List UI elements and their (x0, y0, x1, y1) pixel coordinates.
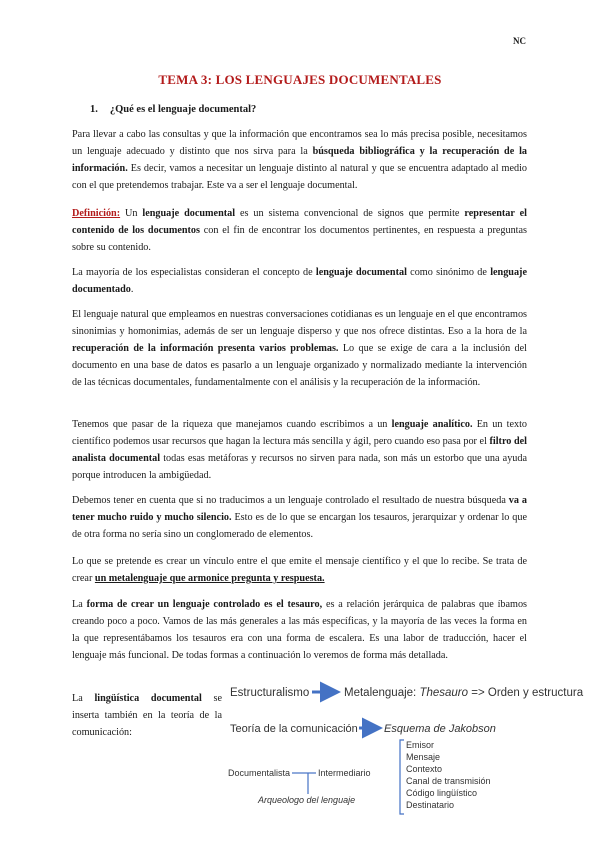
jakobson-item: Emisor (406, 740, 435, 750)
label-esquema-jakobson: Esquema de Jakobson (384, 723, 496, 735)
jakobson-item: Contexto (406, 764, 443, 774)
bracket-jakobson (400, 740, 404, 814)
definition-label: Definición: (72, 208, 121, 219)
label-documentalista: Documentalista (228, 768, 291, 778)
paragraph-thesaurus: La forma de crear un lenguaje controlado es el tesauro, es a relación jerárquica de palabras que íbamos creando poco a poco. Vamos de las más generales a las más específicas, y la mayoría de las veces la forma en la que representábamos los tesauros era con una forma de escalera. Es una labor de traducción, hacer el lenguaje más funcional. De todas formas a continuación lo veremos de forma más detallada. (72, 599, 528, 661)
header-initials: NC (513, 36, 526, 46)
paragraph-synonym: La mayoría de los especialistas consideran el concepto de lenguaje documental como sinónimo de lenguaje documentado. (72, 267, 527, 295)
jakobson-item: Destinatario (406, 800, 455, 810)
paragraph-documentary-linguistics: La lingüística documental se inserta también en la teoría de la comunicación: (72, 693, 222, 738)
paragraph-natural-language: El lenguaje natural que empleamos en nuestras conversaciones cotidianas es un lenguaje en el que encontramos sinonimias y homonimias, además de ser un lenguaje disperso y que nos ofrece distintas. Eso a la hora de la recuperación de la información presenta varios problemas. Lo que se exige de cara a la inclusión del documento en una base de datos es pasarlo a un lenguaje organizado y normalizado mediante la intervención de las técnicas documentales, fundamentalmente con el análisis y la recuperación de la información. (72, 309, 527, 388)
label-arqueologo: Arqueologo del lenguaje (258, 795, 356, 805)
jakobson-item: Canal de transmisión (406, 776, 491, 786)
jakobson-item: Mensaje (406, 752, 441, 762)
paragraph-controlled-language: Debemos tener en cuenta que si no traducimos a un lenguaje controlado el resultado de nuestra búsqueda va a tener mucho ruido y mucho silencio. Esto es de lo que se encargan los tesauros, jerarquizar y ordenar lo que de otra forma no sería sino un conglomerado de elementos. (72, 495, 528, 540)
label-estructuralismo: Estructuralismo (230, 687, 310, 699)
page-title: TEMA 3: LOS LENGUAJES DOCUMENTALES (158, 72, 442, 87)
communication-diagram (226, 682, 584, 842)
jakobson-item: Código lingüístico (406, 788, 478, 798)
section-title: ¿Qué es el lenguaje documental? (109, 104, 257, 115)
section-number: 1. (90, 104, 98, 115)
paragraph-definition: Definición: Un lenguaje documental es un sistema convencional de signos que permite representar el contenido de los documentos con el fin de encontrar los documentos pertinentes, en respuesta a preguntas sobre su contenido. (72, 208, 527, 253)
paragraph-metalanguage: Lo que se pretende es crear un vínculo entre el que emite el mensaje científico y el que lo recibe. Se trata de crear un metalenguaje que armonice pregunta y respuesta. (72, 556, 527, 584)
label-metalenguaje: Metalenguaje: Thesauro => Orden y estructura (344, 687, 584, 699)
section-heading (90, 104, 256, 115)
paragraph-analytic-language: Tenemos que pasar de la riqueza que manejamos cuando escribimos a un lenguaje analítico. En un texto científico podemos usar recursos que hagan la lectura más sencilla y ágil, pero cuando eso pasa por el filtro del analista documental todas esas metáforas y recursos no sirven para nada, son más un estorbo que una ayuda porque introducen la ambigüedad. (72, 419, 527, 481)
label-intermediario: Intermediario (318, 768, 371, 778)
paragraph-intro: Para llevar a cabo las consultas y que la información que encontramos sea lo más precisa posible, necesitamos un lenguaje adecuado y distinto que nos sirva para la búsqueda bibliográfica y la recuperación de la información. Es decir, vamos a necesitar un lenguaje distinto al natural y que se encuentra adaptado al medio con el que pretendemos trabajar. Este va a ser el lenguaje documental. (72, 129, 527, 191)
label-teoria-comunicacion: Teoría de la comunicación (230, 723, 358, 735)
